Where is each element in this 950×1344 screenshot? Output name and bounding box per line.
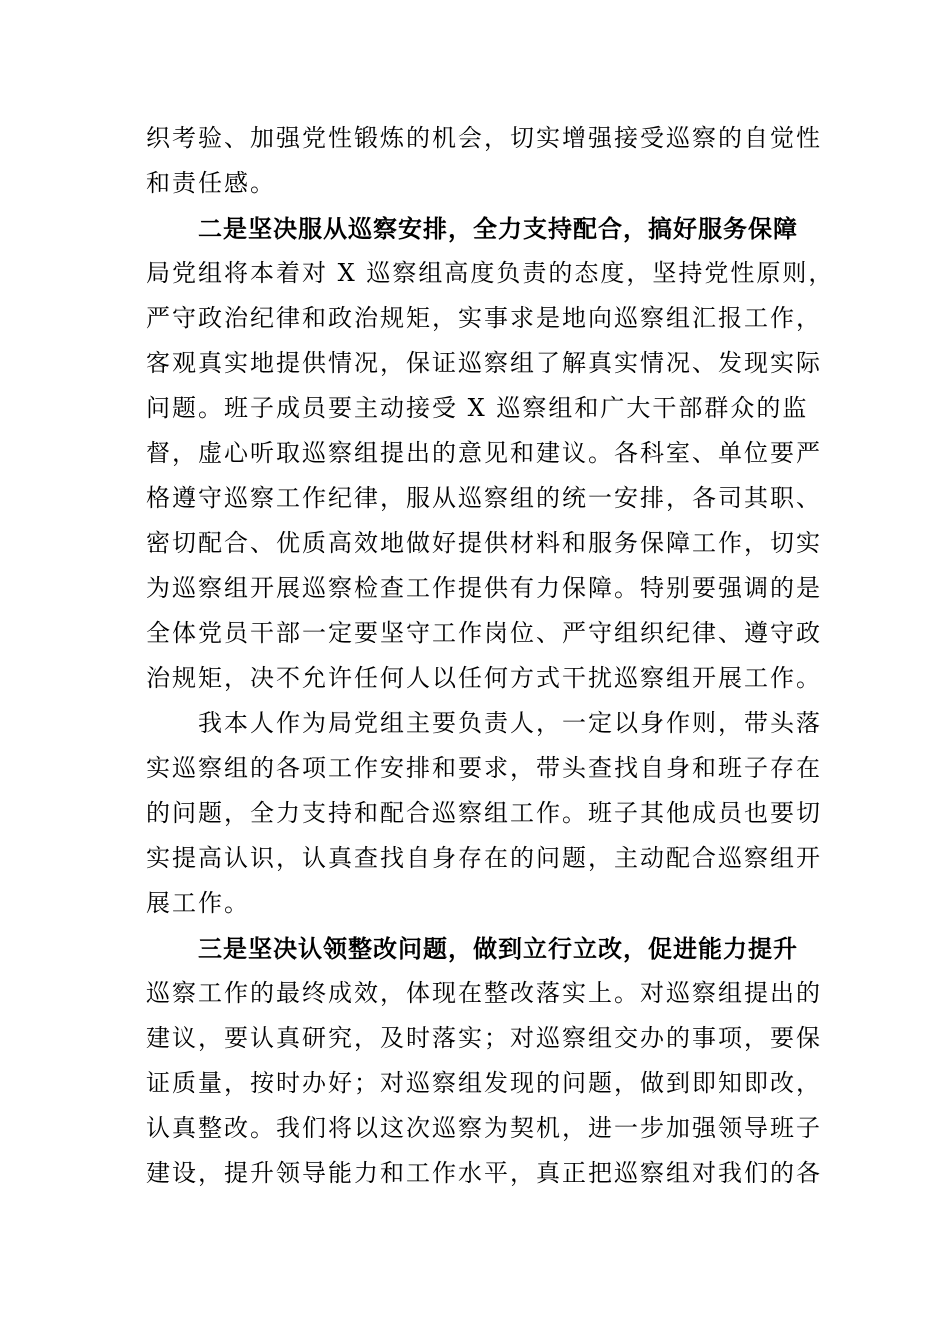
text-line: 督，虚心听取巡察组提出的意见和建议。各科室、单位要严 — [146, 439, 822, 467]
text-line: 证质量，按时办好；对巡察组发现的问题，做到即知即改， — [146, 1069, 822, 1097]
text-line: 认真整改。我们将以这次巡察为契机，进一步加强领导班子 — [146, 1114, 822, 1142]
text-line: 巡察工作的最终成效，体现在整改落实上。对巡察组提出的 — [146, 979, 822, 1007]
text-line: 局党组将本着对 X 巡察组高度负责的态度，坚持党性原则， — [146, 259, 835, 287]
text-line: 和责任感。 — [146, 169, 276, 197]
text-line: 织考验、加强党性锻炼的机会，切实增强接受巡察的自觉性 — [146, 124, 822, 152]
text-line: 为巡察组开展巡察检查工作提供有力保障。特别要强调的是 — [146, 574, 822, 602]
text-line: 的问题，全力支持和配合巡察组工作。班子其他成员也要切 — [146, 799, 822, 827]
text-line: 客观真实地提供情况，保证巡察组了解真实情况、发现实际 — [146, 349, 822, 377]
text-line: 问题。班子成员要主动接受 X 巡察组和广大干部群众的监 — [146, 394, 809, 422]
text-line: 建设，提升领导能力和工作水平，真正把巡察组对我们的各 — [146, 1159, 822, 1187]
paragraph-first-line: 我本人作为局党组主要负责人，一定以身作则，带头落 — [198, 709, 822, 737]
text-line: 实巡察组的各项工作安排和要求，带头查找自身和班子存在 — [146, 754, 822, 782]
section-heading: 二是坚决服从巡察安排，全力支持配合，搞好服务保障 — [198, 214, 798, 243]
text-line: 展工作。 — [146, 889, 250, 917]
text-line: 格遵守巡察工作纪律，服从巡察组的统一安排，各司其职、 — [146, 484, 822, 512]
text-line: 密切配合、优质高效地做好提供材料和服务保障工作，切实 — [146, 529, 822, 557]
text-line: 建议，要认真研究，及时落实；对巡察组交办的事项，要保 — [146, 1024, 822, 1052]
section-heading: 三是坚决认领整改问题，做到立行立改，促进能力提升 — [198, 934, 798, 963]
text-line: 全体党员干部一定要坚守工作岗位、严守组织纪律、遵守政 — [146, 619, 822, 647]
text-line: 实提高认识，认真查找自身存在的问题，主动配合巡察组开 — [146, 844, 822, 872]
text-line: 治规矩，决不允许任何人以任何方式干扰巡察组开展工作。 — [146, 664, 822, 692]
text-line: 严守政治纪律和政治规矩，实事求是地向巡察组汇报工作， — [146, 304, 822, 332]
